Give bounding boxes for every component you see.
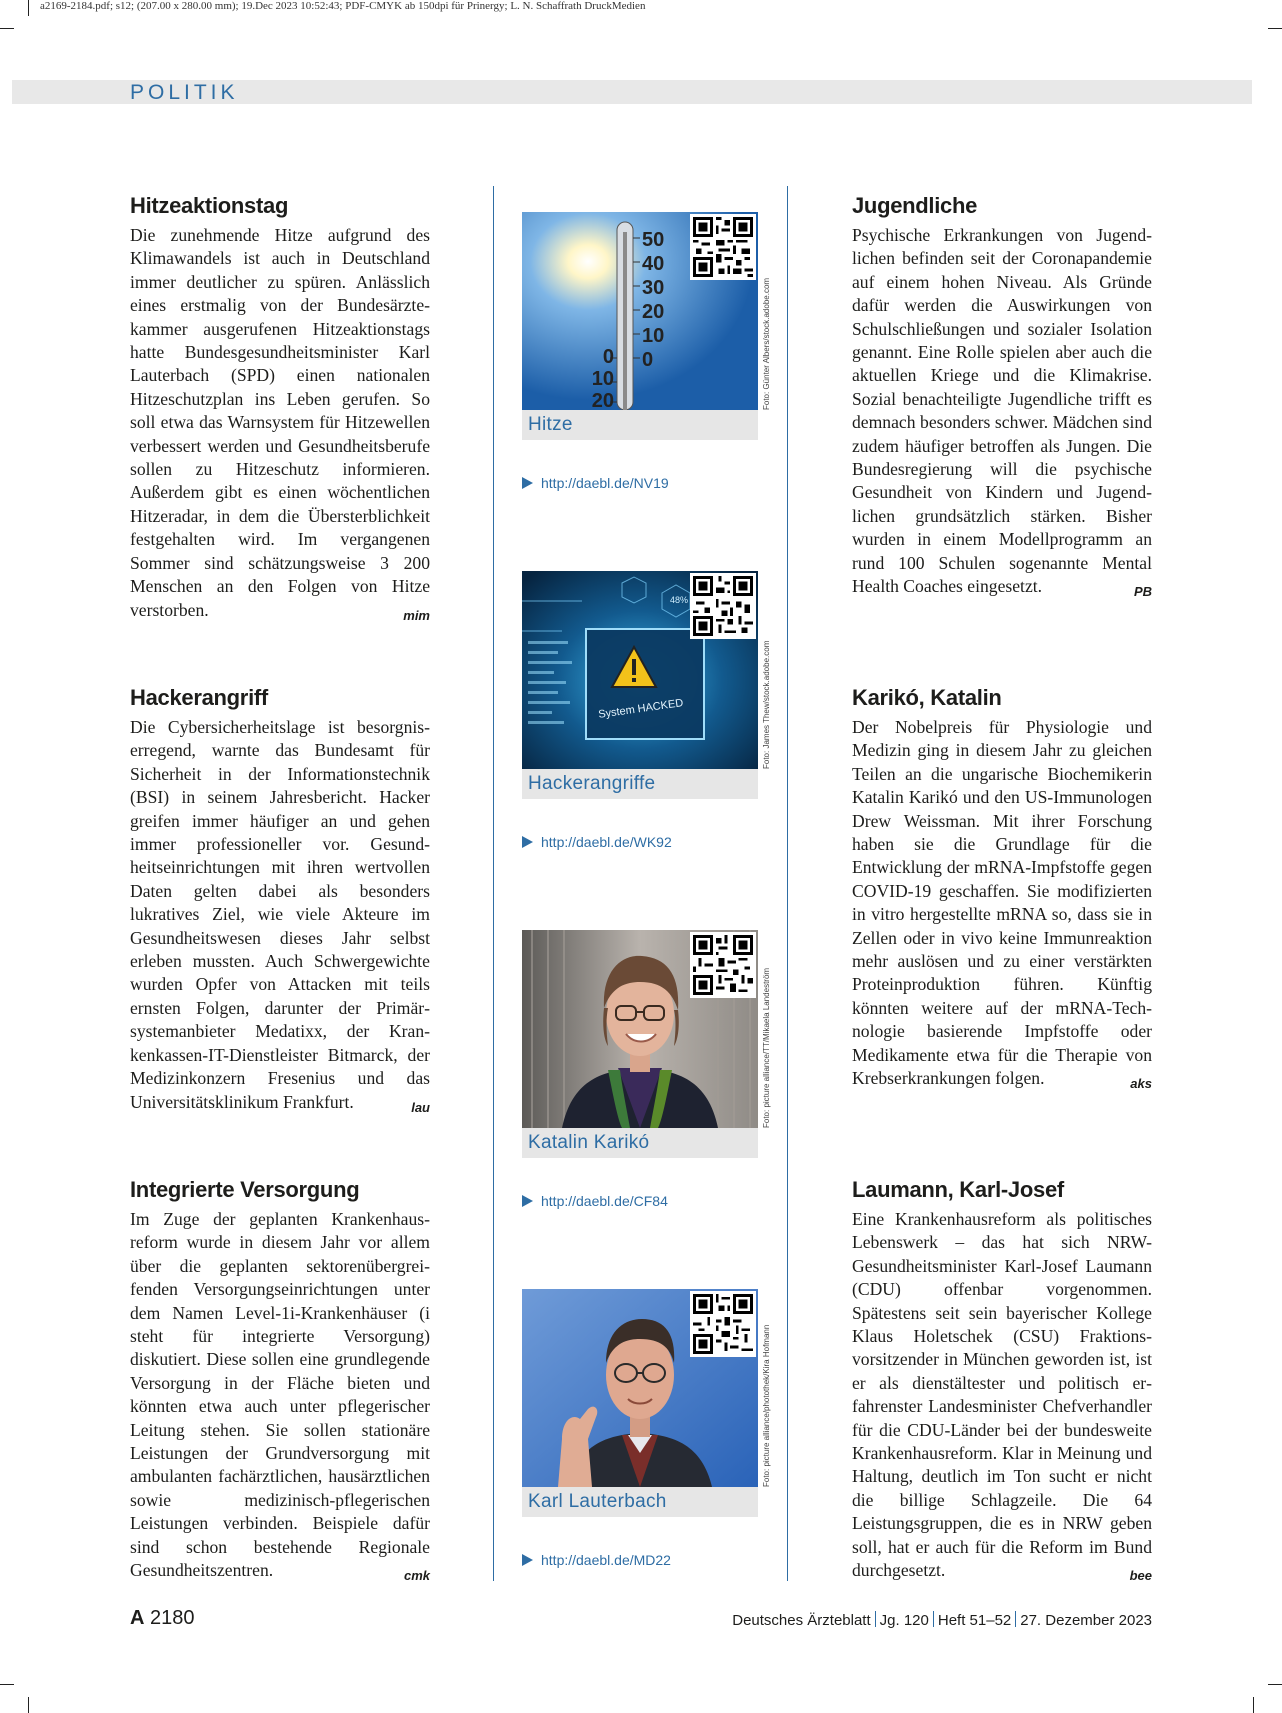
page-number bbox=[130, 1607, 195, 1630]
scale-label: 10 bbox=[642, 325, 665, 347]
portrait-photo-kariko bbox=[522, 930, 758, 1128]
article-title: Karikó, Katalin bbox=[852, 685, 1002, 710]
journal-date: 27. Dezember 2023 bbox=[1020, 1612, 1152, 1629]
scale-label: 40 bbox=[642, 253, 665, 275]
crop-mark bbox=[28, 1697, 29, 1713]
article-body: Die Cybersicherheitslage ist besorgniserregend, warnte das Bundesamt für Sicherheit in der Informationstechnik (BSI) in seinem Jahresbericht. Hacker greifen immer häufiger an und gehen immer professioneller vor. Gesundheitseinrichtungen mit ihren wertvollen Daten gelten dabei als besonders lukratives Ziel, wie viele Akteure im Gesundheitswesen dieses Jahr selbst erleben mussten. Auch Schwergewichte wurden Opfer von Attacken mit teils ernsten Folgen, darunter der Primärsystemanbieter Medatixx, der Krankenkassen-IT-Dienstleister Bitmarck, der Medizinkonzern Fresenius und das Universitätsklinikum Frankfurt. lau bbox=[130, 716, 430, 1114]
journal-issue: Heft 51–52 bbox=[937, 1612, 1012, 1629]
scale-label: 0 bbox=[642, 349, 654, 371]
scale-label: 20 bbox=[591, 390, 614, 410]
hacked-screen-photo bbox=[522, 571, 758, 769]
scale-label: 20 bbox=[642, 301, 665, 323]
portrait-photo-lauterbach bbox=[522, 1289, 758, 1487]
article-hackerangriff bbox=[130, 684, 430, 1119]
column-rule-right bbox=[787, 186, 788, 1581]
article-body: Der Nobelpreis für Physiologie und Medizin ging in diesem Jahr zu gleichen Teilen an die ungarische Biochemikerin Katalin Karikó und den US-Immunologen Drew Weissman. Mit ihrer Forschung haben sie die Grundlage für die Entwicklung der mRNA-Impfstoffe gegen COVID-19 geschaffen. Sie modifizierten in vitro hergestellte mRNA so, dass sie in Zellen oder in vivo keine Immunreaktion mehr auslösen und zu einer verstärkten Proteinproduktion führen. Künftig könnten weitere auf der mRNA-Technologie basierende Impfstoffe oder Medikamente etwa für die Therapie von Krebserkrankungen folgen. aks bbox=[852, 716, 1152, 1091]
article-body: Eine Krankenhausreform als politisches Lebenswerk – das hat sich NRW-Gesundheitsminister Karl-Josef Laumann (CDU) offenbar vorgenommen. Spätestens seit sein bayerischer Kollege Klaus Holetschek (CSU) Fraktionsvorsitzender in München geworden ist, ist er als dienstältester und politisch erfahrenster Landesminister Chefverhandler für die CDU-Länder bei der bundesweite Krankenhausreform. Klar in Meinung und Haltung, deutlich im Ton sucht er nicht die billige Schlagzeile. Die 64 Leistungsgruppen, die es in NRW geben soll, hat er auch für die Reform im Bund durchgesetzt. bee bbox=[852, 1208, 1152, 1583]
crop-mark bbox=[0, 28, 14, 29]
photo-caption: Hitze bbox=[522, 410, 758, 440]
article-jugendliche bbox=[852, 192, 1152, 604]
article-title: Integrierte Versorgung bbox=[130, 1177, 360, 1202]
photo-credit: Foto: James Thew/stock.adobe.com bbox=[762, 640, 771, 769]
crop-mark bbox=[0, 1684, 14, 1685]
footer-separator bbox=[875, 1611, 876, 1627]
author-initials: cmk bbox=[403, 1568, 430, 1584]
article-laumann bbox=[852, 1176, 1152, 1588]
author-initials: bee bbox=[1129, 1568, 1152, 1584]
crop-mark bbox=[1268, 1684, 1282, 1685]
scale-label: 0 bbox=[602, 346, 614, 368]
print-slug: a2169-2184.pdf; s12; (207.00 x 280.00 mm); 19.Dec 2023 10:52:43; PDF-CMYK ab 150dpi für Prinergy; L. N. Schaffrath DruckMedien bbox=[40, 0, 646, 12]
column-rule-left bbox=[493, 186, 494, 1581]
qr-code-icon[interactable] bbox=[690, 932, 756, 998]
footer-separator bbox=[933, 1611, 934, 1627]
section-label: POLITIK bbox=[130, 81, 239, 104]
article-title: Hackerangriff bbox=[130, 685, 268, 710]
article-kariko bbox=[852, 684, 1152, 1096]
author-initials: mim bbox=[403, 607, 430, 623]
journal-footer bbox=[732, 1611, 1152, 1629]
qr-code-icon[interactable] bbox=[690, 1291, 756, 1357]
photo-caption: Karl Lauterbach bbox=[522, 1487, 758, 1517]
link-url[interactable]: http://daebl.de/WK92 bbox=[541, 834, 672, 850]
link-url[interactable]: http://daebl.de/CF84 bbox=[541, 1193, 668, 1209]
arrow-right-icon bbox=[522, 477, 533, 489]
article-title: Jugendliche bbox=[852, 193, 978, 218]
link-url[interactable]: http://daebl.de/NV19 bbox=[541, 475, 669, 491]
thermometer-scale-celsius bbox=[642, 228, 664, 372]
crop-mark bbox=[1268, 28, 1282, 29]
photo-caption: Katalin Karikó bbox=[522, 1128, 758, 1158]
article-body: Psychische Erkrankungen von Jugendlichen befinden seit der Coronapandemie auf einem hohen Niveau. Als Gründe dafür werden die Auswirkungen von Schulschließungen und sozialer Isolation genannt. Eine Rolle spielen aber auch die aktuellen Kriege und die Klimakrise. Sozial benachteiligte Jugendliche trifft es demnach besonders schwer. Mädchen sind zudem häufiger betroffen als Jungen. Die Bundesregierung will die psychische Gesundheit von Kindern und Jugendlichen grundsätzlich stärken. Bisher wurden in einem Modellprogramm an rund 100 Schulen sogenannte Mental Health Coaches eingesetzt. PB bbox=[852, 224, 1152, 599]
thermometer-photo bbox=[522, 212, 758, 410]
article-integrierte-versorgung bbox=[130, 1176, 430, 1588]
arrow-right-icon bbox=[522, 1195, 533, 1207]
article-body: Die zunehmende Hitze aufgrund des Klimawandels ist auch in Deutschland immer deutlicher zu spüren. Anlässlich eines erstmalig von der Bundesärztekammer ausgerufenen Hitzeaktionstags hatte Bundesgesundheitsminister Karl Lauterbach (SPD) einen nationalen Hitzeschutzplan ins Leben gerufen. So soll etwa das Warnsystem für Hitzewellen verbessert werden und Gesundheitsberufe sollen zu Hitzeschutz informieren. Außerdem gibt es einen wöchentlichen Hitzeradar, in dem die Übersterblichkeit festgehalten wird. Im vergangenen Sommer sind schätzungsweise 3 200 Menschen an den Folgen von Hitze verstorben. mim bbox=[130, 224, 430, 622]
link-md22[interactable] bbox=[522, 1552, 671, 1568]
article-title: Hitzeaktionstag bbox=[130, 193, 289, 218]
journal-volume: Jg. 120 bbox=[879, 1612, 929, 1629]
journal-name: Deutsches Ärzteblatt bbox=[732, 1612, 871, 1629]
author-initials: aks bbox=[1130, 1076, 1152, 1092]
scale-label: 30 bbox=[642, 277, 665, 299]
scale-label: 10 bbox=[591, 368, 614, 390]
author-initials: PB bbox=[1133, 584, 1152, 600]
crop-mark bbox=[28, 0, 29, 16]
article-title: Laumann, Karl-Josef bbox=[852, 1177, 1064, 1202]
author-initials: lau bbox=[411, 1099, 430, 1115]
photo-credit: Foto: Günter Albers/stock.adobe.com bbox=[762, 277, 771, 410]
photo-credit: Foto: picture alliance/photothek/Kira Hofmann bbox=[762, 1324, 771, 1487]
photo-caption: Hackerangriffe bbox=[522, 769, 758, 799]
photo-credit: Foto: picture alliance/TT/Mikaela Landeström bbox=[762, 967, 771, 1128]
hacked-percent: 48% bbox=[670, 595, 689, 605]
arrow-right-icon bbox=[522, 836, 533, 848]
hacked-screen-text: System HACKED bbox=[597, 697, 684, 721]
page-number-value: 2180 bbox=[150, 1607, 195, 1629]
crop-mark bbox=[1253, 1697, 1254, 1713]
link-url[interactable]: http://daebl.de/MD22 bbox=[541, 1552, 671, 1568]
article-body: Im Zuge der geplanten Krankenhausreform wurde in diesem Jahr vor allem über die geplanten sektorenübergreifenden Versorgungseinrichtungen unter dem Namen Level-1i-Krankenhäuser (i steht für integrierte Versorgung) diskutiert. Diese sollen eine grundlegende Versorgung in der Fläche bieten und könnten etwa auch unter pflegerischer Leitung stehen. Sie sollen stationäre Leistungen der Grundversorgung mit ambulanten fachärztlichen, hausärztlichen sowie medizinisch-pflegerischen Leistungen verbinden. Beispiele dafür sind schon bestehende Regionale Gesundheitszentren. cmk bbox=[130, 1208, 430, 1583]
arrow-right-icon bbox=[522, 1554, 533, 1566]
page-prefix: A bbox=[130, 1607, 145, 1629]
article-hitzeaktionstag bbox=[130, 192, 430, 627]
footer-separator bbox=[1015, 1611, 1016, 1627]
link-nv19[interactable] bbox=[522, 475, 669, 491]
link-wk92[interactable] bbox=[522, 834, 672, 850]
link-cf84[interactable] bbox=[522, 1193, 668, 1209]
qr-code-icon[interactable] bbox=[690, 573, 756, 639]
thermometer-scale-fahrenheit bbox=[588, 346, 614, 410]
qr-code-icon[interactable] bbox=[690, 214, 756, 280]
scale-label: 50 bbox=[642, 229, 665, 251]
